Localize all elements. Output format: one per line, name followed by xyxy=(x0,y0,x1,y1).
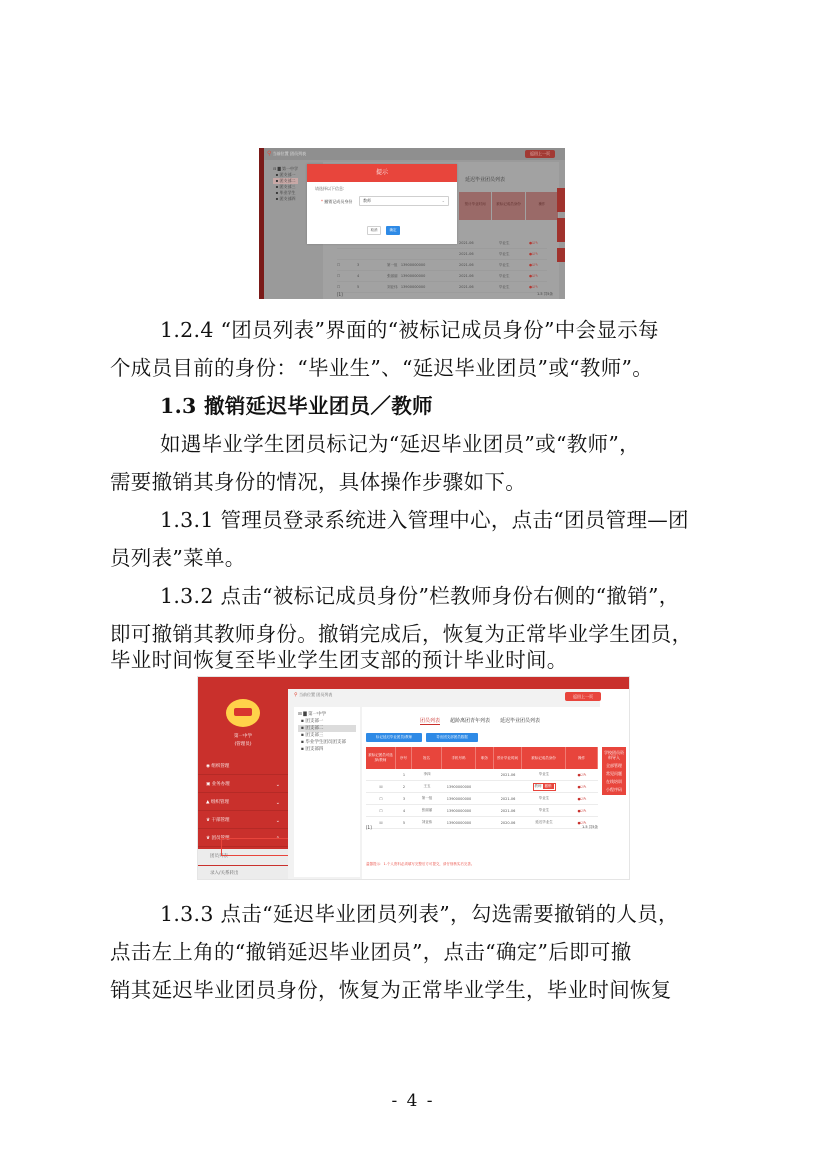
chevron-down-icon: ⌄ xyxy=(275,800,280,806)
right-panel xyxy=(602,747,626,795)
header-cell: 手机号码 xyxy=(442,747,476,769)
tree-node[interactable]: ▪ 团支部一 xyxy=(298,719,324,724)
table-row: 2021-06 毕业生 ●☑✎ xyxy=(337,249,547,260)
action-icons[interactable]: ●☑✎ xyxy=(529,285,539,289)
right-panel-item[interactable]: 学校团员资料导入 xyxy=(604,750,624,760)
paragraph-line: 1.3.3 点击“延迟毕业团员列表”，勾选需要撤销的人员， xyxy=(160,902,679,926)
paragraph-line: 员列表”菜单。 xyxy=(110,546,246,570)
tree-node[interactable]: ▪ 团支部四 xyxy=(273,196,296,201)
dialog-title: 提示 xyxy=(307,164,457,182)
top-bar xyxy=(264,148,565,160)
table-row: ☐ 4 张丽丽 13900000000 2021-06 毕业生 ●☑✎ xyxy=(366,805,598,817)
pager[interactable]: [1] xyxy=(366,825,372,830)
right-panel-item[interactable]: 小程序码 xyxy=(606,787,622,792)
header-cell: 被标记成员身份 xyxy=(522,747,566,769)
tree-node[interactable]: ▪ 团支部二 xyxy=(298,725,356,732)
right-tab[interactable] xyxy=(557,218,565,242)
tab-bar xyxy=(420,717,540,725)
tab-overage-list[interactable]: 超龄离团青年列表 xyxy=(450,718,491,724)
export-button[interactable]: 导出团支部团员数据 xyxy=(426,733,478,742)
school-role: (管理员) xyxy=(234,742,252,747)
right-tab[interactable] xyxy=(557,248,565,262)
table-row: 1 李四 2021-06 毕业生 ●☑✎ xyxy=(366,769,598,781)
table-row: ☒ 2 王五 13900000000 教师 撤销 ●☑✎ xyxy=(366,781,598,793)
breadcrumb: ⚲ 当前位置 团员列表 xyxy=(294,692,333,698)
menu-item[interactable]: ♛ 团员管理 ⌃ xyxy=(198,831,288,847)
chevron-up-icon: ⌃ xyxy=(275,836,280,842)
paragraph-line: 毕业时间恢复至毕业学生团支部的预计毕业时间。 xyxy=(110,648,568,672)
identity-select[interactable]: 教师 ⌄ xyxy=(359,196,449,206)
submenu-item[interactable]: 录入/关系转出 xyxy=(198,866,288,880)
pager-count: 1-5 共5条 xyxy=(581,825,598,829)
paragraph-line: 1.2.4 “团员列表”界面的“被标记成员身份”中会显示每 xyxy=(160,318,659,342)
action-icons[interactable]: ●☑✎ xyxy=(529,274,539,278)
tab-member-list[interactable]: 团员列表 xyxy=(420,718,441,724)
action-icons[interactable]: ●☑✎ xyxy=(529,241,539,245)
action-icons[interactable]: ●☑✎ xyxy=(577,808,587,813)
header-cell: 预计毕业时间 xyxy=(494,747,522,769)
paragraph-line: 需要撤销其身份的情况，具体操作步骤如下。 xyxy=(110,470,526,494)
breadcrumb: ⚲ 当前位置 团员列表 xyxy=(267,150,306,157)
school-name: 第一中学 xyxy=(234,734,252,739)
member-table xyxy=(366,747,598,829)
panel-title[interactable]: 延迟毕业团员列表 xyxy=(465,177,506,183)
tree-node[interactable]: ▪ 团支部一 xyxy=(273,172,296,177)
chevron-down-icon: ⌄ xyxy=(275,782,280,788)
pager[interactable]: [1] xyxy=(337,292,343,297)
confirm-dialog xyxy=(307,164,457,244)
action-icons[interactable]: ●☑✎ xyxy=(577,820,587,825)
menu-item[interactable]: ▲ 组织管理 ⌄ xyxy=(198,795,288,811)
content-panel xyxy=(362,707,602,879)
row-checkbox[interactable]: ☐ xyxy=(379,808,383,813)
confirm-button[interactable]: 确定 xyxy=(386,226,400,235)
row-checkbox[interactable]: ☐ xyxy=(379,796,383,801)
action-icons[interactable]: ●☑✎ xyxy=(529,263,539,267)
table-header xyxy=(366,747,598,769)
member-list-screenshot xyxy=(197,676,630,880)
paragraph-line: 点击左上角的“撤销延迟毕业团员”，点击“确定”后即可撤 xyxy=(110,940,632,964)
paragraph-line: 即可撤销其教师身份。撤销完成后，恢复为正常毕业学生团员， xyxy=(110,622,693,646)
row-checkbox[interactable]: ☒ xyxy=(379,820,383,825)
tree-node[interactable]: ▪ 团支部四 xyxy=(298,747,324,752)
header-cell: 操作 xyxy=(526,192,558,220)
tab-delayed-list[interactable]: 延迟毕业团员列表 xyxy=(500,718,541,724)
tree-node[interactable]: ▪ 团支部三 xyxy=(273,184,296,189)
tree-node[interactable]: ▪ 团支部二 xyxy=(273,178,298,184)
org-tree xyxy=(273,166,298,202)
menu-item[interactable]: ◉ 组织管理 xyxy=(198,759,288,775)
header-cell: 姓名 xyxy=(412,747,442,769)
location-pin-icon: ⚲ xyxy=(267,150,272,157)
table-row: ☐ 3 第一组 13900000000 2021-06 毕业生 ●☑✎ xyxy=(366,793,598,805)
paragraph-line: 销其延迟毕业团员身份，恢复为正常毕业学生，毕业时间恢复 xyxy=(110,978,672,1002)
table-row: ☐ 5 刘亚伟 13900000000 2021-06 毕业生 ●☑✎ xyxy=(337,282,547,293)
tree-node[interactable]: ⊟ ▇ 第一中学 xyxy=(298,712,327,717)
row-checkbox[interactable]: ☒ xyxy=(379,784,383,789)
sidebar-edge xyxy=(259,148,264,299)
tree-node[interactable]: ▪ 毕业学生 xyxy=(273,190,296,195)
revoke-button[interactable]: 撤销 xyxy=(544,784,552,788)
mark-delayed-button[interactable]: 标记延迟毕业团员/教师 xyxy=(366,733,422,742)
paragraph-line: 如遇毕业学生团员标记为“延迟毕业团员”或“教师”， xyxy=(160,432,640,456)
tree-node[interactable]: ⊟ ▇ 第一中学 xyxy=(273,166,298,171)
header-cell: 序号 xyxy=(396,747,412,769)
header-cell: 被标记成员身份 xyxy=(492,192,524,220)
tree-node[interactable]: ▪ 团支部三 xyxy=(298,733,324,738)
paragraph-line: 个成员目前的身份：“毕业生”、“延迟毕业团员”或“教师”。 xyxy=(110,356,654,380)
header-cell: 操作 xyxy=(566,747,598,769)
action-icons[interactable]: ●☑✎ xyxy=(577,772,587,777)
hint-text: 温馨提示：1.个人资料必须填写完整后方可提交，请仔细核实后完善。 xyxy=(366,862,475,866)
location-pin-icon: ⚲ xyxy=(294,692,298,698)
table-row: 2021-06 毕业生 ●☑✎ xyxy=(337,238,547,249)
back-button[interactable]: 返回上一页 xyxy=(565,692,601,701)
menu-item[interactable]: ▣ 业务办理 ⌄ xyxy=(198,777,288,793)
dialog-screenshot xyxy=(259,148,565,299)
header-cell: 职务 xyxy=(476,747,494,769)
table-header xyxy=(459,192,559,220)
dialog-tip: 请选择以下信息: xyxy=(315,186,345,191)
cancel-button[interactable]: 取消 xyxy=(367,226,381,235)
submenu-item-member-list[interactable]: 团员列表 xyxy=(198,849,288,865)
menu-item[interactable]: ♛ 干部管理 ⌄ xyxy=(198,813,288,829)
chevron-down-icon: ⌄ xyxy=(275,818,280,824)
chevron-down-icon: ⌄ xyxy=(441,198,445,203)
field-label: * 撤销记成员身份 xyxy=(321,199,353,204)
section-heading: 1.3 撤销延迟毕业团员／教师 xyxy=(160,394,433,418)
action-icons[interactable]: ●☑✎ xyxy=(529,252,539,256)
pager-count: 1-5 共5条 xyxy=(536,292,553,296)
top-bar xyxy=(198,677,630,689)
page-number: - 4 - xyxy=(391,1091,435,1111)
identity-with-revoke: 教师 撤销 xyxy=(533,783,556,791)
right-panel-item[interactable]: 常见问题 xyxy=(606,771,622,776)
right-panel-item[interactable]: 在线培训 xyxy=(606,779,622,784)
org-tree xyxy=(294,707,360,877)
back-button[interactable]: 返回上一页 xyxy=(525,150,555,158)
paragraph-line: 1.3.1 管理员登录系统进入管理中心，点击“团员管理—团 xyxy=(160,508,689,532)
table-row: ☐ 4 张丽丽 13900000000 2021-06 毕业生 ●☑✎ xyxy=(337,271,547,282)
table-row: ☐ 3 第一组 13900000000 2021-06 毕业生 ●☑✎ xyxy=(337,260,547,271)
table-body xyxy=(337,238,547,293)
paragraph-line: 1.3.2 点击“被标记成员身份”栏教师身份右侧的“撤销”， xyxy=(160,584,680,608)
table-row: ☒ 5 刘亚伟 13900000000 2020-06 延迟毕业生 ●☑✎ xyxy=(366,817,598,829)
action-icons[interactable]: ●☑✎ xyxy=(577,784,587,789)
action-icons[interactable]: ●☑✎ xyxy=(577,796,587,801)
league-logo-icon xyxy=(226,699,260,727)
header-cell: 被标记团员可选择/教师 xyxy=(366,747,396,769)
tree-node[interactable]: ▪ 毕业学生团员团支部 xyxy=(298,740,346,745)
right-panel-item[interactable]: 全部管理 xyxy=(606,763,622,768)
right-tab[interactable] xyxy=(557,188,565,212)
header-cell: 预计毕业时间 xyxy=(459,192,491,220)
